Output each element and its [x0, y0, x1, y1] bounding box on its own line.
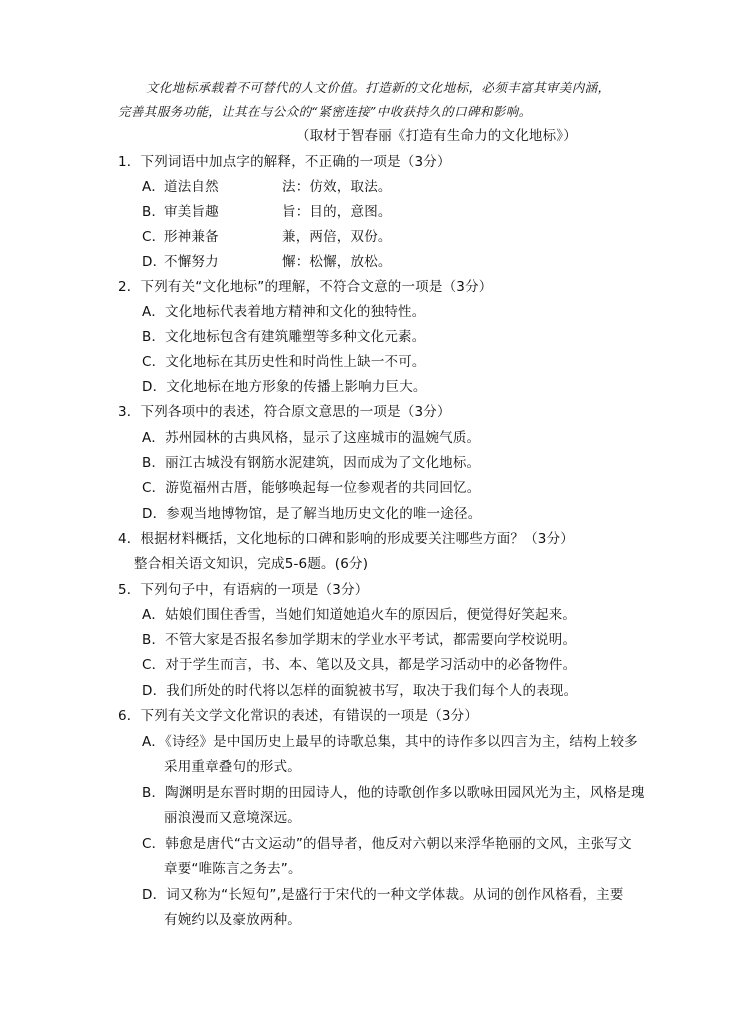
q1-option-c-gloss: 兼，两倍，双份。	[282, 229, 392, 245]
q1-option-b	[142, 202, 392, 222]
q1-option-c-letter: C．	[142, 229, 166, 245]
q6-option-c-line-1: C．韩愈是唐代“古文运动”的倡导者，他反对六朝以来浮华艳丽的文风，主张写文	[142, 836, 632, 852]
q6-option-b-line-1: B．陶渊明是东晋时期的田园诗人，他的诗歌创作多以歌咏田园风光为主，风格是瑰	[142, 785, 645, 801]
q2-option-a: A．文化地标代表着地方精神和文化的独特性。	[142, 304, 426, 320]
q6-option-b-line-2: 丽浪漫而又意境深远。	[164, 810, 301, 826]
q2-option-d: D．文化地标在地方形象的传播上影响力巨大。	[142, 379, 427, 395]
q5-option-c: C．对于学生而言，书、本、笔以及文具，都是学习活动中的必备物件。	[142, 657, 577, 673]
q6-option-d-line-1: D．词又称为“长短句”,是盛行于宋代的一种文学体裁。从词的创作风格看，主要	[142, 887, 624, 903]
q1-option-c	[142, 227, 392, 247]
q1-option-d	[142, 252, 392, 272]
question-4-stem: 4．根据材料概括，文化地标的口碑和影响的形成要关注哪些方面？（3分）	[118, 531, 574, 547]
question-1-stem: 1．下列词语中加点字的解释，不正确的一项是（3分）	[118, 154, 451, 170]
q2-option-b: B．文化地标包含有建筑雕塑等多种文化元素。	[142, 329, 426, 345]
q1-option-b-letter: B．	[142, 204, 166, 220]
q6-option-d-line-2: 有婉约以及豪放两种。	[164, 912, 301, 928]
q1-option-b-word: 审美旨趣	[164, 204, 219, 220]
q1-option-d-word: 不懈努力	[164, 254, 219, 270]
section-instruction: 整合相关语文知识，完成5-6题。(6分)	[134, 556, 369, 572]
q3-option-d: D．参观当地博物馆，是了解当地历史文化的唯一途径。	[142, 506, 482, 522]
q5-option-b: B．不管大家是否报名参加学期末的学业水平考试，都需要向学校说明。	[142, 632, 577, 648]
q3-option-b: B．丽江古城没有钢筋水泥建筑，因而成为了文化地标。	[142, 455, 481, 471]
q6-option-a-line-1: A．《诗经》是中国历史上最早的诗歌总集，其中的诗作多以四言为主，结构上较多	[142, 734, 638, 750]
q1-option-d-letter: D．	[142, 254, 167, 270]
q1-option-a-letter: A．	[142, 179, 166, 195]
q1-option-c-word: 形神兼备	[164, 229, 219, 245]
q1-option-a-word: 道法自然	[164, 179, 219, 195]
q2-option-c: C．文化地标在其历史性和时尚性上缺一不可。	[142, 354, 426, 370]
q1-option-a	[142, 177, 392, 197]
q6-option-a-line-2: 采用重章叠句的形式。	[164, 759, 301, 775]
q1-option-a-gloss: 法：仿效，取法。	[282, 179, 392, 195]
q1-option-b-gloss: 旨：目的，意图。	[282, 204, 392, 220]
question-3-stem: 3．下列各项中的表述，符合原文意思的一项是（3分）	[118, 404, 451, 420]
q3-option-a: A．苏州园林的古典风格，显示了这座城市的温婉气质。	[142, 430, 481, 446]
q5-option-d: D．我们所处的时代将以怎样的面貌被书写，取决于我们每个人的表现。	[142, 683, 578, 699]
question-5-stem: 5．下列句子中，有语病的一项是（3分）	[118, 582, 369, 598]
question-6-stem: 6．下列有关文学文化常识的表述，有错误的一项是（3分）	[118, 708, 479, 724]
q3-option-c: C．游览福州古厝，能够唤起每一位参观者的共同回忆。	[142, 480, 481, 496]
intro-line-1: 文化地标承载着不可替代的人文价值。打造新的文化地标，必须丰富其审美内涵，	[146, 80, 611, 95]
intro-line-2: 完善其服务功能，让其在与公众的“紧密连接”中收获持久的口碑和影响。	[118, 104, 532, 119]
q6-option-c-line-2: 章要“唯陈言之务去”。	[164, 861, 302, 877]
q5-option-a: A．姑娘们围住香雪，当她们知道她追火车的原因后，便觉得好笑起来。	[142, 607, 577, 623]
question-2-stem: 2．下列有关“文化地标”的理解，不符合文意的一项是（3分）	[118, 279, 493, 295]
q1-option-d-gloss: 懈：松懈，放松。	[282, 254, 392, 270]
passage-source: （取材于智春丽《打造有生命力的文化地标》）	[296, 128, 577, 144]
